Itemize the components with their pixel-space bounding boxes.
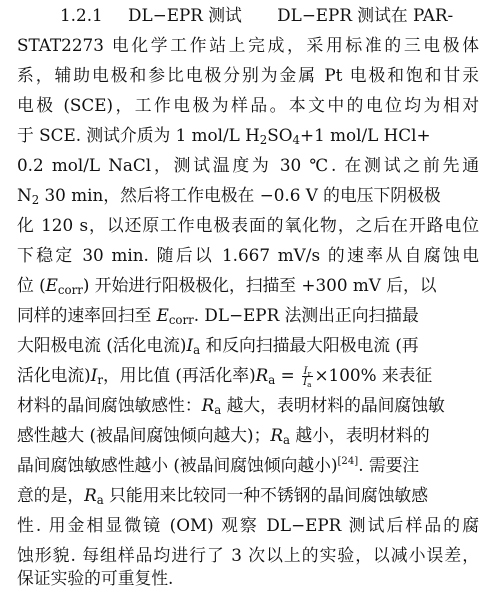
paragraph-line: 下稳定 30 min. 随后以 1.667 mV/s 的速率从自腐蚀电	[17, 245, 479, 265]
paragraph-line: 同样的速率回扫至 $E_{corr}$. DL−EPR 法测出正向扫描最	[17, 305, 419, 327]
paragraph-line	[17, 0, 479, 30]
paragraph-line: STAT2273 电化学工作站上完成，采用标准的三电极体	[17, 35, 479, 55]
paragraph-line: 保证实验的可重复性.	[17, 568, 174, 588]
section-number: 1.2.1	[60, 5, 103, 25]
paragraph-line: 材料的晶间腐蚀敏感性：$R_a$ 越大，表明材料的晶间腐蚀敏	[17, 395, 445, 417]
paragraph-text: DL−EPR 测试在 PAR-	[277, 5, 454, 25]
ratio-fraction: $\frac{I_r}{I_a}$	[303, 364, 312, 389]
paragraph-line: 意的是，$R_a$ 只能用来比较同一种不锈钢的晶间腐蚀敏感	[17, 485, 428, 507]
paragraph-line: 化 120 s，以还原工作电极表面的氧化物，之后在开路电位	[17, 215, 479, 235]
paragraph-line: 于 SCE. 测试介质为 1 mol/L $H_2SO_4+1$ mol/L HCl+	[17, 125, 431, 147]
paragraph-line: 活化电流)$I_r$，用比值 (再活化率)$R_a$ = $\frac{I_r}{I_a}$ ×100% 来表征	[17, 364, 433, 389]
paragraph-line: 蚀形貌. 每组样品均进行了 3 次以上的实验，以减小误差，	[17, 545, 479, 565]
section-title: DL−EPR 测试	[128, 5, 242, 25]
paragraph-line: 0.2 mol/L NaCl，测试温度为 30 ℃. 在测试之前先通	[17, 155, 479, 175]
paragraph-line: 电极 (SCE)，工作电极为样品。本文中的电位均为相对	[17, 95, 479, 115]
paragraph-line: 大阳极电流 (活化电流)$I_a$ 和反向扫描最大阳极电流 (再	[17, 335, 419, 357]
citation: [24]	[337, 455, 359, 467]
paragraph-line: 性. 用金相显微镜 (OM) 观察 DL−EPR 测试后样品的腐	[17, 515, 479, 535]
paragraph-line: $N_2$ 30 min，然后将工作电极在 −0.6 V 的电压下阴极极	[17, 185, 441, 207]
paragraph-line: 感性越大 (被晶间腐蚀倾向越大)；$R_a$ 越小，表明材料的	[17, 425, 430, 447]
paragraph-line: 晶间腐蚀敏感性越小 (被晶间腐蚀倾向越小)[24]. 需要注	[17, 455, 420, 475]
paragraph-line: 系，辅助电极和参比电极分别为金属 Pt 电极和饱和甘汞	[17, 65, 479, 85]
paragraph-line: 位 $(E_{corr})$ 开始进行阳极极化，扫描至 +300 mV 后，以	[17, 275, 437, 297]
